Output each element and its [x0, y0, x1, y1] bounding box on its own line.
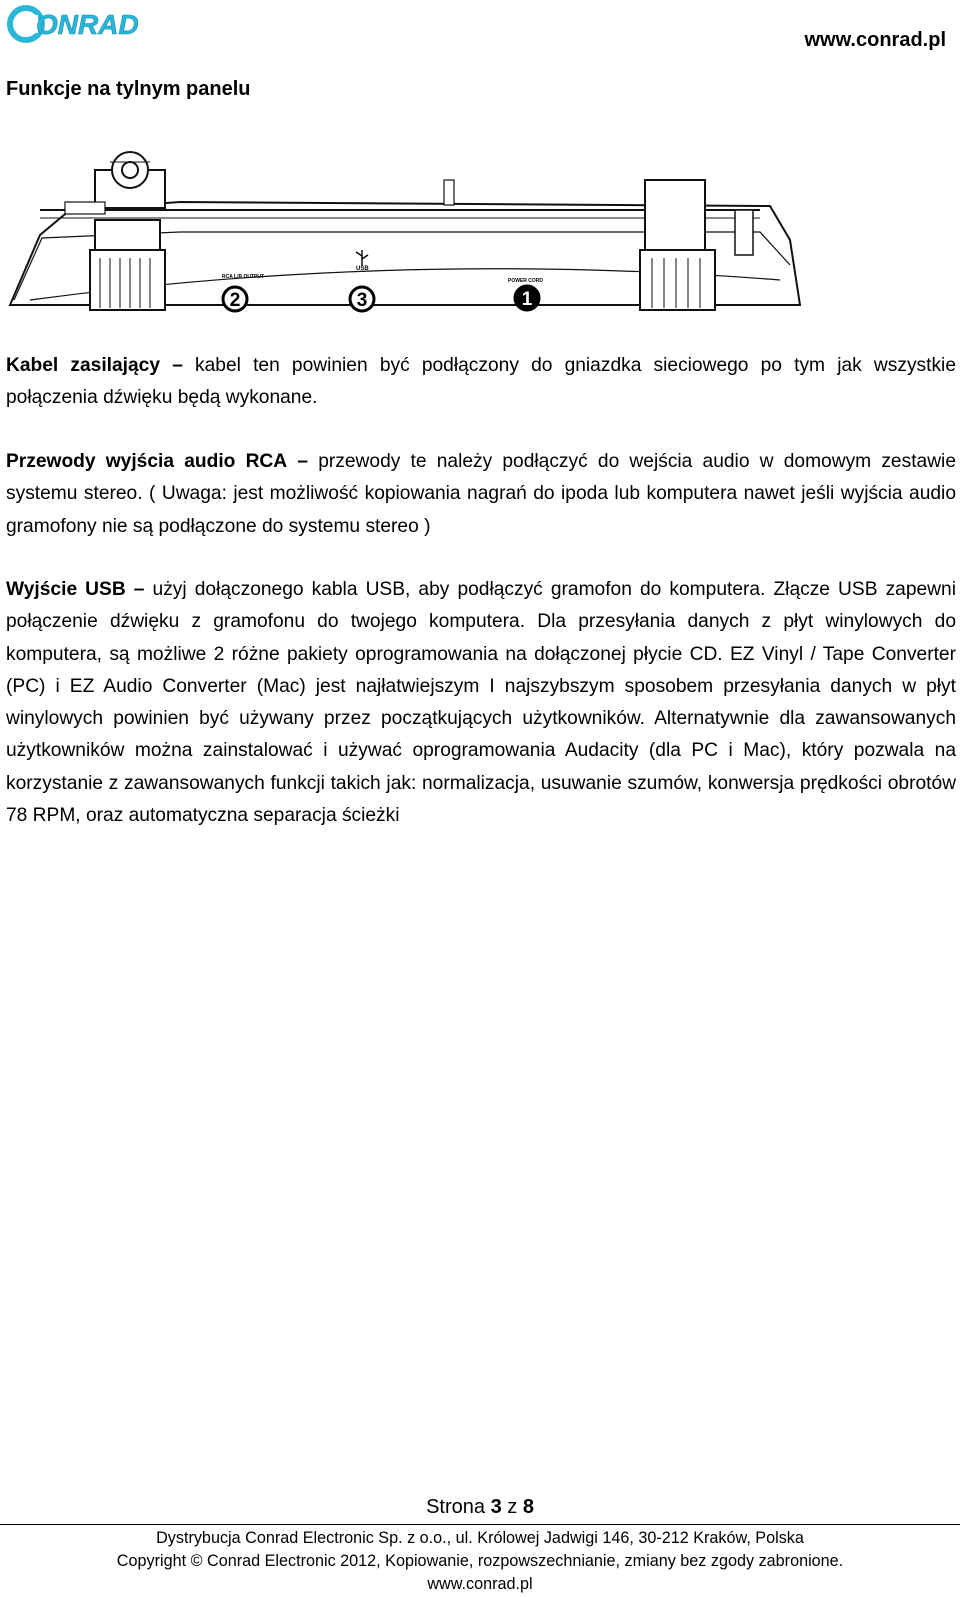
description-rca-output: przewody te należy podłączyć do wejścia audio w domowym zestawie systemu stereo. ( Uwaga: jest możliwość kopiowania nagrań do ipoda lub komputera nawet jeśli wyjścia audio gramofony nie są podłączone do systemu stereo ) — [6, 451, 956, 537]
term-power-cord: Kabel zasilający — [6, 355, 161, 376]
svg-text:2: 2 — [229, 290, 241, 311]
term-rca-output: Przewody wyjścia audio RCA — [6, 451, 288, 472]
callout-1 — [515, 286, 539, 310]
svg-text:3: 3 — [356, 290, 368, 311]
page-number: Strona 3 z 8 — [426, 1496, 534, 1518]
conrad-logo — [6, 3, 166, 45]
footer-copyright: Copyright © Conrad Electronic 2012, Kopiowanie, rozpowszechnianie, zmiany bez zgody zabronione. — [116, 1552, 844, 1570]
callout-2 — [223, 287, 247, 311]
paragraph-rca-output — [6, 446, 956, 543]
description-usb-output: użyj dołączonego kabla USB, aby podłączyć gramofon do komputera. Złącze USB zapewni połączenie dźwięku z gramofonu do twojego komputera. Dla przesyłania danych z płyt winylowych do komputera, są możliwe 2 różne pakiety oprogramowania na dołączonej płycie CD. EZ Vinyl / Tape Converter (PC) i EZ Audio Converter (Mac) jest najłatwiejszym I najszybszym sposobem przesyłania danych w płyt winylowych powinien być używany przez początkujących użytkowników. Alternatywnie dla zawansowanych użytkowników można zainstalować i używać oprogramowania Audacity (dla PC i Mac), który pozwala na korzystanie z zawansowanych funkcji takich jak: normalizacja, usuwanie szumów, konwersja prędkości obrotów 78 RPM, oraz automatyczna separacja ścieżki — [6, 579, 956, 827]
paragraph-power-cord — [6, 350, 956, 415]
power-cord-label: POWER CORD — [508, 278, 543, 284]
current-page: 3 — [490, 1496, 502, 1518]
term-usb-output: Wyjście USB — [6, 579, 126, 600]
paragraph-usb-output — [6, 574, 956, 832]
dash: – — [297, 451, 309, 472]
dash: – — [133, 579, 145, 600]
footer-divider — [0, 1524, 960, 1525]
turntable-rear-panel-diagram — [0, 140, 815, 330]
svg-text:1: 1 — [521, 289, 533, 310]
usb-label: USB — [356, 266, 369, 272]
footer-distribution: Dystrybucja Conrad Electronic Sp. z o.o., ul. Królowej Jadwigi 146, 30-212 Kraków, Polska — [156, 1529, 804, 1547]
description-power-cord: kabel ten powinien być podłączony do gniazdka sieciowego po tym jak wszystkie połączenia dźwięku będą wykonane. — [6, 355, 956, 409]
footer-url[interactable]: www.conrad.pl — [427, 1575, 533, 1593]
site-url[interactable]: www.conrad.pl — [804, 29, 946, 51]
section-title: Funkcje na tylnym panelu — [6, 78, 251, 100]
callout-3 — [350, 287, 374, 311]
total-pages: 8 — [522, 1496, 534, 1518]
svg-text:ONRAD: ONRAD — [36, 9, 139, 40]
dash: – — [172, 355, 183, 376]
rca-output-label: RCA L/R OUTPUT — [222, 274, 265, 280]
